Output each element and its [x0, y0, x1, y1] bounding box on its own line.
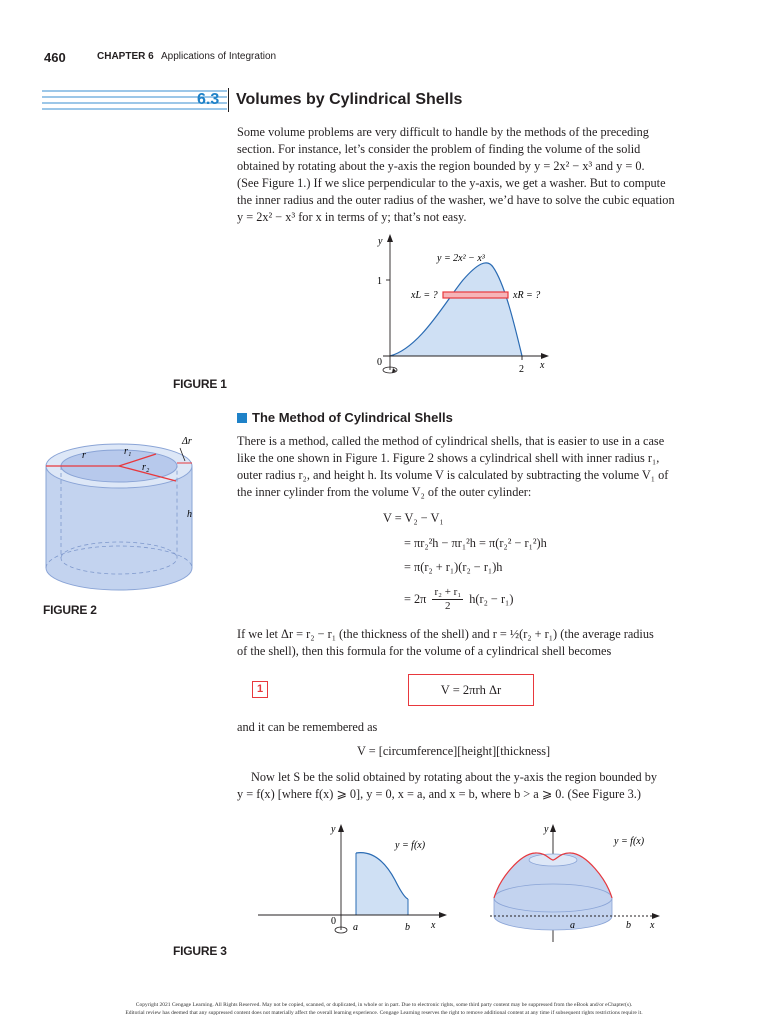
chapter-label: CHAPTER 6: [97, 51, 154, 62]
derivation-line-2: = πr₂²h − πr₁²h = π(r₂² − r₁²)h: [404, 536, 547, 550]
figure-1-graph: [365, 232, 555, 382]
xr-label: xR = ?: [513, 290, 541, 301]
let-paragraph: [237, 626, 679, 660]
washer-strip: [443, 292, 508, 298]
figure-2-shell: [30, 430, 210, 605]
origin-label: 0: [331, 916, 336, 927]
fraction-denominator: 2: [445, 600, 451, 612]
figure-3-left-graph: [255, 820, 455, 935]
figure-1-label: FIGURE 1: [173, 377, 227, 391]
derivation-fraction: [432, 586, 463, 613]
text-line: (See Figure 1.) If we slice perpendicular to the y-axis, we get a washer. But to compute: [237, 176, 666, 190]
figure-3-label: FIGURE 3: [173, 944, 227, 958]
derivation-line-3: = π(r₂ + r₁)(r₂ − r₁)h: [404, 560, 503, 574]
y-axis-label: y: [544, 824, 549, 835]
intro-paragraph: [237, 124, 679, 226]
text-line: the inner radius and the outer radius of the washer, we’d have to solve the cubic equation: [237, 193, 675, 207]
fraction-numerator: r₂ + r₁: [434, 586, 462, 598]
label-r: r: [82, 450, 86, 461]
subsection-title: The Method of Cylindrical Shells: [252, 410, 453, 425]
derivation-line-1: V = V₂ − V₁: [383, 511, 444, 525]
copyright-footer: [84, 1001, 684, 1017]
b-label: b: [405, 922, 410, 933]
section-divider: [228, 88, 229, 112]
region-fill: [390, 263, 522, 356]
section-title: Volumes by Cylindrical Shells: [236, 91, 463, 108]
footer-line: Copyright 2021 Cengage Learning. All Rights Reserved. May not be copied, scanned, or duplicated, in whole or in part. Due to electronic rights, some third party content may be suppressed from the eBook and/or eChapter(s).: [135, 1002, 633, 1008]
x-axis-label: x: [650, 920, 655, 931]
page-number: 460: [44, 50, 66, 65]
y-axis-label: y: [378, 236, 383, 247]
label-dr: Δr: [182, 436, 192, 447]
text-line: If we let Δr = r₂ − r₁ (the thickness of the shell) and r = ½(r₂ + r₁) (the average radius: [237, 627, 654, 641]
x-axis-label: x: [431, 920, 436, 931]
origin-label: 0: [377, 357, 382, 368]
x-axis-label: x: [540, 360, 545, 371]
label-h: h: [187, 509, 192, 520]
now-paragraph: [237, 769, 679, 803]
tick-label-1: 1: [377, 276, 382, 287]
text-line: Some volume problems are very difficult to handle by the methods of the preceding: [237, 125, 649, 139]
text-line: of the shell), then this formula for the volume of a cylindrical shell becomes: [237, 644, 612, 658]
text-line: y = 2x² − x³ for x in terms of y; that’s not easy.: [237, 210, 467, 224]
derivation-lead: = 2π: [404, 592, 427, 606]
label-r1: r₁: [124, 446, 132, 457]
tick-label-2: 2: [519, 364, 524, 375]
figure-2-label: FIGURE 2: [43, 603, 97, 617]
y-axis-label: y: [331, 824, 336, 835]
formula-box: V = 2πrh Δr: [408, 674, 534, 706]
remember-text: and it can be remembered as: [237, 720, 378, 734]
curve-label: y = f(x): [614, 836, 645, 847]
text-line: There is a method, called the method of cylindrical shells, that is easier to use in a case: [237, 434, 665, 448]
b-label: b: [626, 920, 631, 931]
text-line: outer radius r₂, and height h. Its volume V is calculated by subtracting the volume V₁ of: [237, 468, 669, 482]
chapter-title: Applications of Integration: [161, 51, 277, 62]
subsection-marker: [237, 413, 247, 423]
remember-formula: V = [circumference][height][thickness]: [357, 744, 551, 758]
a-label: a: [353, 922, 358, 933]
section-number: 6.3: [197, 91, 220, 108]
text-line: the inner cylinder from the volume V₂ of the outer cylinder:: [237, 485, 532, 499]
figure-3-right-solid: [480, 818, 680, 948]
text-line: section. For instance, let’s consider the problem of finding the volume of the solid: [237, 142, 641, 156]
xl-label: xL = ?: [411, 290, 438, 301]
curve-label: y = 2x² − x³: [437, 253, 485, 264]
text-line: obtained by rotating about the y-axis the region bounded by y = 2x² − x³ and y = 0.: [237, 159, 645, 173]
formula-number: 1: [252, 681, 268, 698]
derivation-tail: h(r₂ − r₁): [469, 592, 514, 606]
curve-label: y = f(x): [395, 840, 426, 851]
method-paragraph: [237, 433, 679, 501]
derivation-line-4: [404, 586, 513, 613]
label-r2: r₂: [142, 462, 150, 473]
text-line: Now let S be the solid obtained by rotating about the y-axis the region bounded by: [251, 770, 658, 784]
text-line: like the one shown in Figure 1. Figure 2 shows a cylindrical shell with inner radius r₁,: [237, 451, 660, 465]
text-line: y = f(x) [where f(x) ⩾ 0], y = 0, x = a, and x = b, where b > a ⩾ 0. (See Figure 3.): [237, 787, 641, 801]
a-label: a: [570, 920, 575, 931]
footer-line: Editorial review has deemed that any suppressed content does not materially affect the overall learning experience. Cengage Learning reserves the right to remove additional content at any time if subsequent rights restrictions require it.: [125, 1010, 643, 1016]
